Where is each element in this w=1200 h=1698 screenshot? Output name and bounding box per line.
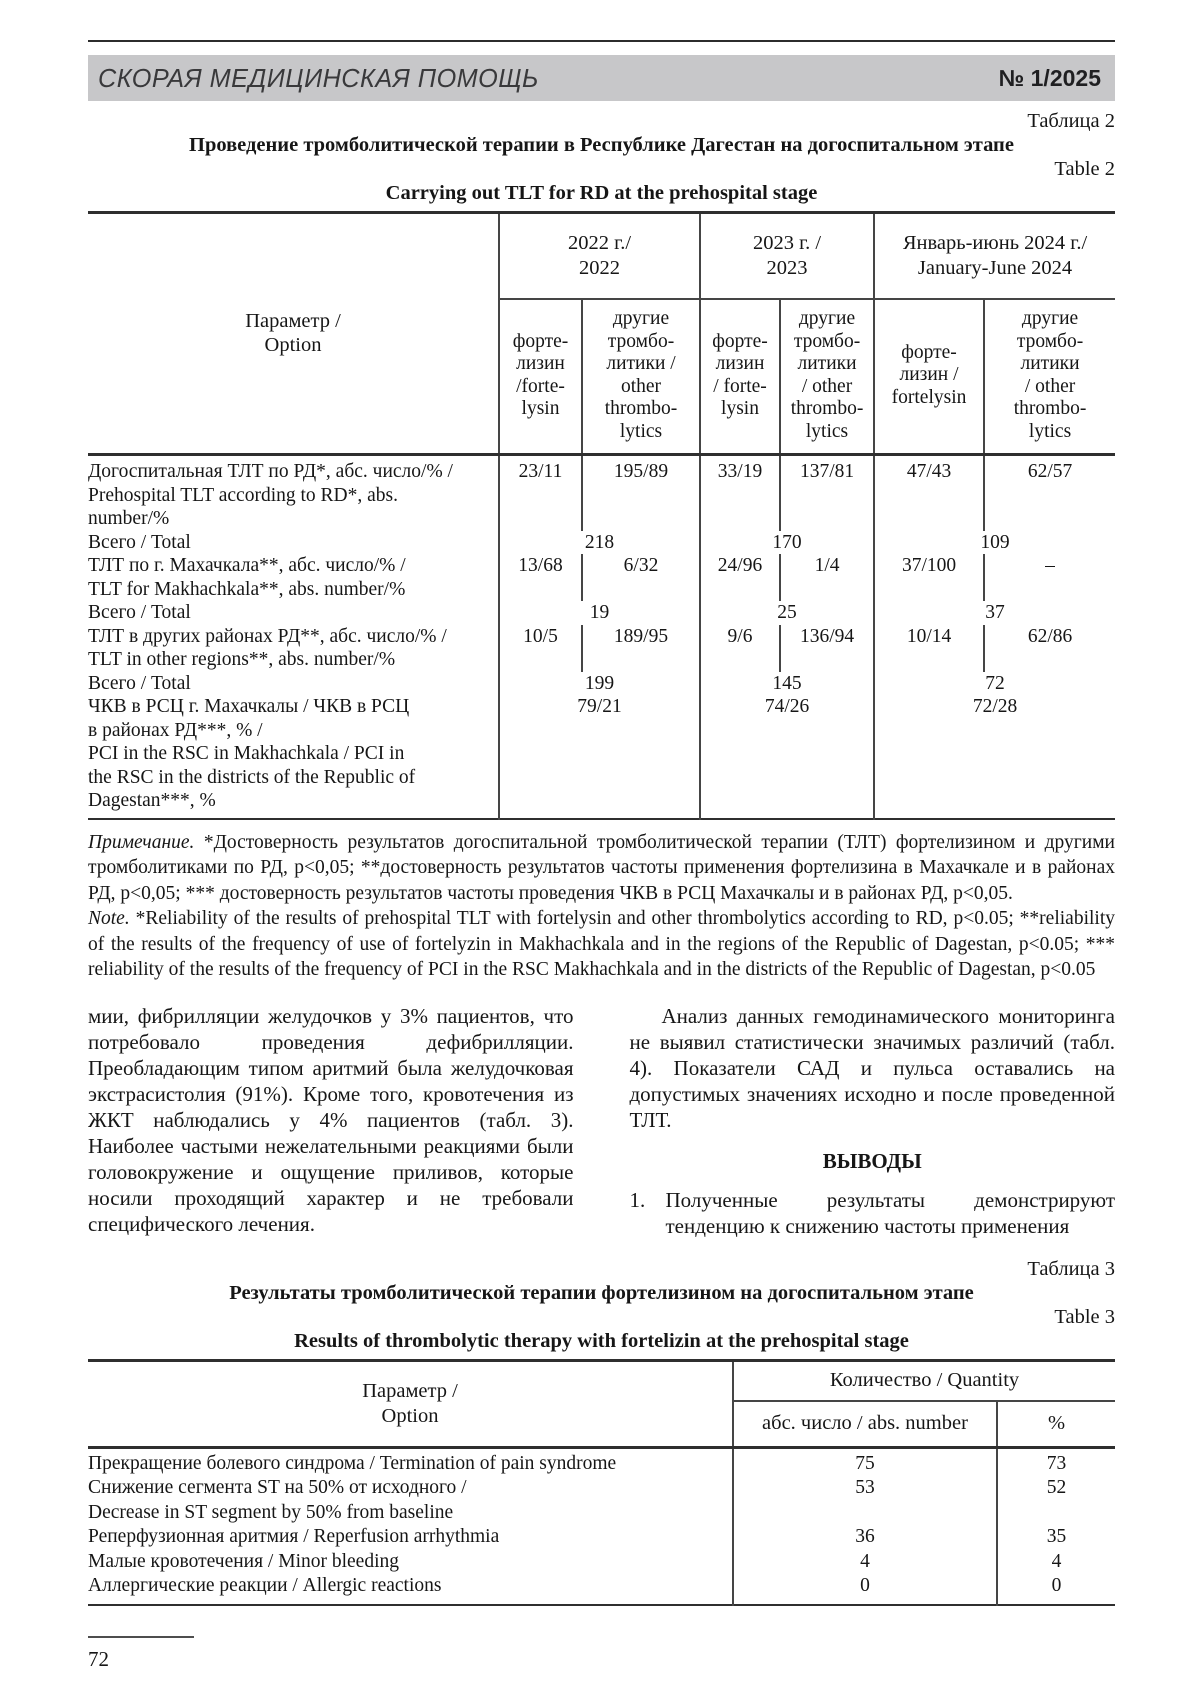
note-lead-en: Note. (88, 908, 130, 929)
table2-sub-2024-other: другие тромбо- литики / other thrombo- lytics (984, 299, 1115, 455)
table-cell: 73 (997, 1447, 1115, 1476)
table2-group-header-row (88, 213, 1115, 300)
table-cell: 170 (700, 531, 874, 555)
row-label: Прекращение болевого синдрома / Termination of pain syndrome (88, 1452, 617, 1474)
table-cell: – (984, 554, 1115, 601)
body-column-right (630, 1003, 1116, 1239)
note-text-ru: *Достоверность результатов догоспитальной тромболитической терапии (ТЛТ) фортелизином и другими тромболитиками по РД, p<0,05; **достоверность результатов частоты применения фортелизина в Махачкале и в районах РД, p<0,05; *** достоверность результатов частоты проведения ЧКВ в РСЦ Махачкалы и в районах РД, p<0,05. (88, 831, 1115, 904)
table3-caption-ru: Таблица 3 (1027, 1257, 1115, 1280)
table2-sub-2023-other: другие тромбо- литики / other thrombo- lytics (780, 299, 874, 455)
table-cell: 199 (499, 672, 700, 696)
issue-number: № 1/2025 (998, 64, 1101, 91)
row-label: ТЛТ в других районах РД**, абс. число/% / TLT in other regions**, abs. number/% (88, 625, 447, 670)
table-cell: 75 (733, 1447, 997, 1476)
row-label: Всего / Total (88, 602, 191, 623)
row-label: Аллергические реакции / Allergic reactions (88, 1575, 442, 1596)
table-row (88, 695, 1115, 819)
table-cell: 24/96 (700, 554, 780, 601)
table-cell: 72 (874, 672, 1115, 696)
row-label: Догоспитальная ТЛТ по РД*, абс. число/% / Prehospital TLT according to RD*, abs. number/% (88, 461, 453, 529)
journal-title: СКОРАЯ МЕДИЦИНСКАЯ ПОМОЩЬ (98, 62, 539, 93)
row-label: Всего / Total (88, 672, 191, 694)
table2-note-ru (88, 830, 1115, 907)
table-cell: 37/100 (874, 554, 984, 601)
table2-group-2022: 2022 г./ 2022 (499, 213, 700, 300)
table3 (88, 1359, 1115, 1606)
journal-header-bar (88, 55, 1115, 101)
table-cell: 218 (499, 531, 700, 555)
table-cell: 74/26 (700, 695, 874, 819)
row-label: Малые кровотечения / Minor bleeding (88, 1550, 400, 1572)
table2-group-2023: 2023 г. / 2023 (700, 213, 874, 300)
table-cell: 62/57 (984, 455, 1115, 531)
table-cell: 145 (700, 672, 874, 696)
conclusion-item (630, 1187, 1116, 1239)
table-cell: 10/14 (874, 625, 984, 672)
table3-pct-header: % (997, 1401, 1115, 1448)
table2-caption-en: Table 2 (1054, 158, 1115, 180)
table-cell: 4 (997, 1550, 1115, 1575)
row-label: Снижение сегмента ST на 50% от исходного / Decrease in ST segment by 50% from baseline (88, 1477, 467, 1523)
table-cell: 62/86 (984, 625, 1115, 672)
table2-param-header: Параметр / Option (88, 213, 499, 455)
table-cell: 136/94 (780, 625, 874, 672)
footnote-rule (88, 1636, 194, 1638)
table2-note-en (88, 906, 1115, 983)
table-cell: 6/32 (582, 554, 700, 601)
conclusion-item-number: 1. (629, 1187, 646, 1212)
table-cell: 35 (997, 1525, 1115, 1550)
body-columns (88, 1003, 1115, 1239)
header-top-rule (88, 40, 1115, 42)
table-cell: 10/5 (499, 625, 582, 672)
table3-param-header: Параметр / Option (88, 1360, 733, 1447)
table-cell: 4 (733, 1550, 997, 1575)
table-cell: 13/68 (499, 554, 582, 601)
table-cell: 189/95 (582, 625, 700, 672)
table3-abs-header: абс. число / abs. number (733, 1401, 997, 1448)
table-cell: 23/11 (499, 455, 582, 531)
table-cell: 1/4 (780, 554, 874, 601)
row-label: Всего / Total (88, 531, 191, 553)
table-cell: 33/19 (700, 455, 780, 531)
table2-sub-2023-fortelysin: форте- лизин / forte- lysin (700, 299, 780, 455)
table-row-total (88, 531, 1115, 555)
table-row (88, 554, 1115, 601)
conclusions-heading: ВЫВОДЫ (822, 1148, 922, 1173)
table3-title-en: Results of thrombolytic therapy with fortelizin at the prehospital stage (294, 1329, 909, 1352)
body-paragraph-right: Анализ данных гемодинамического мониторинга не выявил статистически значимых различий (табл. 4). Показатели САД и пульса оставались на допустимых значениях исходно и после проведенной ТЛТ. (629, 1003, 1115, 1132)
row-label: Реперфузионная аритмия / Reperfusion arrhythmia (88, 1526, 500, 1547)
table-cell: 47/43 (874, 455, 984, 531)
table-row (88, 1525, 1115, 1550)
table3-title-ru: Результаты тромболитической терапии фортелизином на догоспитальном этапе (229, 1281, 974, 1304)
table-cell: 36 (733, 1525, 997, 1550)
table2-title-ru: Проведение тромболитической терапии в Республике Дагестан на догоспитальном этапе (189, 134, 1014, 156)
table3-header-row (88, 1360, 1115, 1401)
table-row (88, 1476, 1115, 1525)
row-label: ТЛТ по г. Махачкала**, абс. число/% / TLT for Makhachkala**, abs. number/% (88, 555, 406, 600)
note-text-en: *Reliability of the results of prehospital TLT with fortelysin and other thrombolytics according to RD, p<0.05; **reliability of the results of the frequency of use of fortelyzin in Makhachkala and in the regions of the Republic of Dagestan, p<0.05; *** reliability of the results of the frequency of PCI in the RSC Makhachkala and in the districts of the Republic of Dagestan, p<0.05 (88, 908, 1115, 980)
table3-caption-en: Table 3 (1054, 1305, 1115, 1328)
table2-sub-2024-fortelysin: форте- лизин / fortelysin (874, 299, 984, 455)
table-cell: 79/21 (499, 695, 700, 819)
table-cell: 9/6 (700, 625, 780, 672)
table-row (88, 1574, 1115, 1605)
table-cell: 72/28 (874, 695, 1115, 819)
body-paragraph-left: мии, фибрилляции желудочков у 3% пациентов, что потребовало проведения дефибрилляции. Преобладающим типом аритмий была желудочковая экстрасистолия (91%). Кроме того, кровотечения из ЖКТ наблюдались у 4% пациентов (табл. 3). Наиболее частыми нежелательными реакциями были головокружение и ощущение приливов, которые носили проходящий характер и не требовали специфического лечения. (88, 1003, 574, 1236)
note-lead-ru: Примечание. (88, 831, 195, 853)
page-number: 72 (88, 1646, 109, 1671)
table-cell: 0 (733, 1574, 997, 1605)
table-row (88, 1550, 1115, 1575)
conclusion-item-text: Полученные результаты демонстрируют тенденцию к снижению частоты применения (665, 1187, 1115, 1238)
table2 (88, 211, 1115, 820)
table2-group-2024: Январь-июнь 2024 г./ January-June 2024 (874, 213, 1115, 300)
table-cell: 137/81 (780, 455, 874, 531)
table-cell: 109 (874, 531, 1115, 555)
table-cell: 37 (874, 601, 1115, 625)
table-cell: 195/89 (582, 455, 700, 531)
table-cell: 25 (700, 601, 874, 625)
table2-sub-2022-other: другие тромбо- литики / other thrombo- lytics (582, 299, 700, 455)
table2-sub-2022-fortelysin: форте- лизин /forte- lysin (499, 299, 582, 455)
table-row-total (88, 672, 1115, 696)
table-row (88, 455, 1115, 531)
body-column-left (88, 1003, 574, 1239)
table-row (88, 625, 1115, 672)
table-cell: 53 (733, 1476, 997, 1525)
table2-title-en: Carrying out TLT for RD at the prehospital stage (385, 182, 818, 204)
table3-quantity-header: Количество / Quantity (733, 1360, 1115, 1401)
row-label: ЧКВ в РСЦ г. Махачкалы / ЧКВ в РСЦ в районах РД***, % / PCI in the RSC in Makhachkala / PCI in the RSC in the districts of the Republic of Dagestan***, % (88, 696, 416, 811)
table-cell: 52 (997, 1476, 1115, 1525)
table-row-total (88, 601, 1115, 625)
table-cell: 0 (997, 1574, 1115, 1605)
table-row (88, 1447, 1115, 1476)
table-cell: 19 (499, 601, 700, 625)
table2-caption-ru: Таблица 2 (1027, 110, 1115, 132)
